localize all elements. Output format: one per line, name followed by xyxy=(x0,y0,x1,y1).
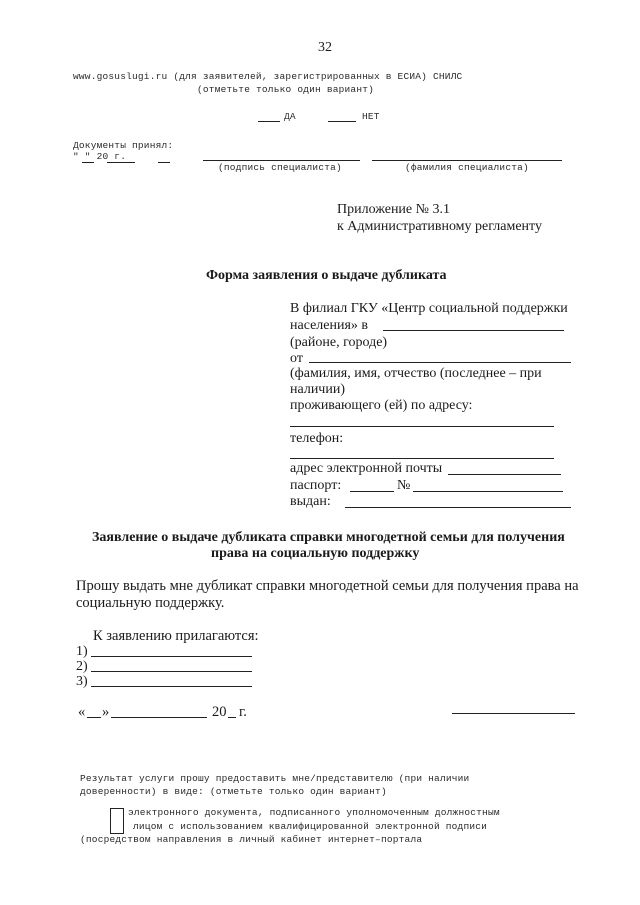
district-blank[interactable] xyxy=(383,330,564,331)
appendix-regulation: к Административному регламенту xyxy=(337,219,542,234)
date-month-field[interactable] xyxy=(111,717,207,718)
address-blank[interactable] xyxy=(290,426,554,427)
phone-blank[interactable] xyxy=(290,458,554,459)
form-title: Форма заявления о выдаче дубликата xyxy=(206,268,447,283)
issued-label: выдан: xyxy=(290,494,331,509)
attachment-item-1-blank[interactable] xyxy=(91,656,252,657)
request-text-line-2: социальную поддержку. xyxy=(76,595,225,611)
signature-caption: (подпись специалиста) xyxy=(218,162,342,173)
result-option-electronic-checkbox[interactable] xyxy=(110,808,124,834)
result-line-2: доверенности) в виде: (отметьте только один вариант) xyxy=(80,786,387,797)
page-number: 32 xyxy=(318,40,332,55)
name-caption-cont: наличии) xyxy=(290,382,345,397)
issued-blank[interactable] xyxy=(345,507,571,508)
date-open-quote: « xyxy=(78,704,86,720)
date-year-suffix: г. xyxy=(239,704,247,720)
from-label: от xyxy=(290,351,303,366)
address-label: проживающего (ей) по адресу: xyxy=(290,398,473,413)
date-year-prefix: 20 xyxy=(212,704,227,720)
surname-caption: (фамилия специалиста) xyxy=(405,162,529,173)
attachments-heading: К заявлению прилагаются: xyxy=(93,628,259,644)
result-option-electronic-line-3: (посредством направления в личный кабинет интернет–портала xyxy=(80,834,423,845)
specialist-signature-line[interactable] xyxy=(203,160,360,161)
date-close-quote: » xyxy=(102,704,110,720)
specialist-surname-line[interactable] xyxy=(372,160,562,161)
yes-label: ДА xyxy=(284,111,296,122)
email-label: адрес электронной почты xyxy=(290,461,443,476)
date-day-field[interactable] xyxy=(87,717,101,718)
date-month-blank[interactable] xyxy=(107,162,135,163)
attachment-item-3-label: 3) xyxy=(76,674,88,689)
from-name-blank[interactable] xyxy=(309,362,571,363)
date-year-field[interactable] xyxy=(228,717,236,718)
appendix-number: Приложение № 3.1 xyxy=(337,202,450,217)
statement-title-line-2: права на социальную поддержку xyxy=(211,546,420,561)
result-option-electronic-line-2: лицом с использованием квалифицированной электронной подписи xyxy=(133,821,488,832)
addressee-line-1: В филиал ГКУ «Центр социальной поддержки xyxy=(290,301,568,316)
result-line-1: Результат услуги прошу предоставить мне/представителю (при наличии xyxy=(80,773,470,784)
choose-one-note: (отметьте только один вариант) xyxy=(197,84,375,95)
result-option-electronic-line-1: электронного документа, подписанного уполномоченным должностным xyxy=(128,807,500,818)
date-day-blank[interactable] xyxy=(82,162,94,163)
addressee-line-2: населения» в xyxy=(290,318,369,333)
gosuslugi-line: www.gosuslugi.ru (для заявителей, зарегистрированных в ЕСИА) СНИЛС xyxy=(73,71,463,82)
docs-date-template: " " 20 г. xyxy=(73,151,127,162)
passport-number-label: № xyxy=(397,478,411,493)
name-caption: (фамилия, имя, отчество (последнее – при xyxy=(290,366,542,381)
passport-series-blank[interactable] xyxy=(350,491,394,492)
attachment-item-2-blank[interactable] xyxy=(91,671,252,672)
applicant-signature-line[interactable] xyxy=(452,713,575,714)
statement-title-line-1: Заявление о выдаче дубликата справки многодетной семьи для получения xyxy=(92,530,565,545)
passport-number-blank[interactable] xyxy=(413,491,563,492)
no-label: НЕТ xyxy=(362,111,380,122)
no-blank[interactable] xyxy=(328,121,356,122)
yes-blank[interactable] xyxy=(258,121,280,122)
district-caption: (районе, городе) xyxy=(290,335,388,350)
passport-label: паспорт: xyxy=(290,478,342,493)
attachment-item-3-blank[interactable] xyxy=(91,686,252,687)
date-year-blank[interactable] xyxy=(158,162,170,163)
phone-label: телефон: xyxy=(290,431,344,446)
attachment-item-2-label: 2) xyxy=(76,659,88,674)
request-text-line-1: Прошу выдать мне дубликат справки многодетной семьи для получения права на xyxy=(76,578,579,594)
attachment-item-1-label: 1) xyxy=(76,644,88,659)
docs-accepted-label: Документы принял: xyxy=(73,140,174,151)
email-blank[interactable] xyxy=(448,474,561,475)
